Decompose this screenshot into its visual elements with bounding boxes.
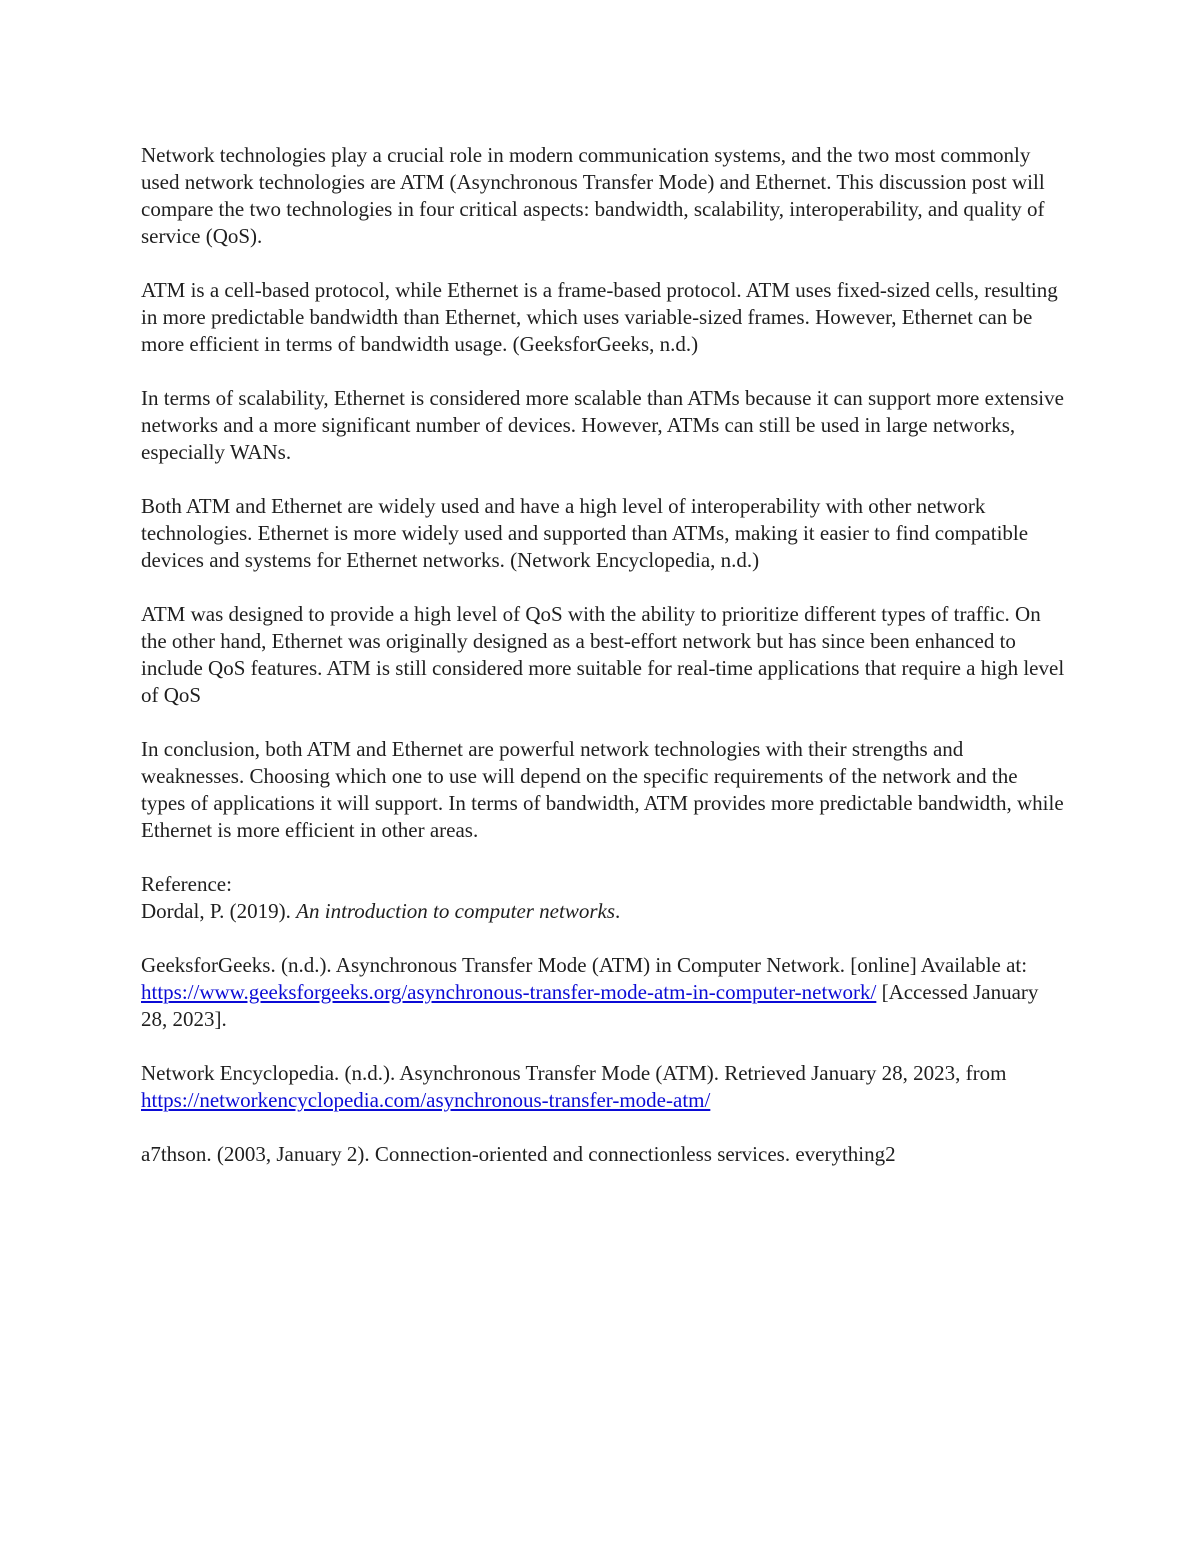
- reference-geeksforgeeks-accessed: [Accessed January 28, 2023].: [141, 980, 1039, 1031]
- reference-encyclopedia-text: Network Encyclopedia. (n.d.). Asynchronous Transfer Mode (ATM). Retrieved January 28, 2023, from: [141, 1061, 1007, 1085]
- paragraph-interoperability: Both ATM and Ethernet are widely used and have a high level of interoperability with other network technologies. Ethernet is more widely used and supported than ATMs, making it easier to find compatible devices and systems for Ethernet networks. (Network Encyclopedia, n.d.): [141, 494, 1029, 572]
- document-page: [141, 142, 1066, 1195]
- reference-dordal-suffix: .: [615, 899, 621, 923]
- paragraph-qos: ATM was designed to provide a high level of QoS with the ability to prioritize different types of traffic. On the other hand, Ethernet was originally designed as a best-effort network but has since been enhanced to include QoS features. ATM is still considered more suitable for real-time applications that require a high level of QoS: [141, 602, 1065, 707]
- references-section: [141, 871, 1066, 925]
- reference-geeksforgeeks: [141, 952, 1066, 1033]
- paragraph-scalability: In terms of scalability, Ethernet is considered more scalable than ATMs because it can support more extensive networks and a more significant number of devices. However, ATMs can still be used in large networks, especially WANs.: [141, 386, 1064, 464]
- reference-dordal-prefix: Dordal, P. (2019).: [141, 899, 297, 923]
- network-encyclopedia-link[interactable]: https://networkencyclopedia.com/asynchronous-transfer-mode-atm/: [141, 1088, 711, 1112]
- paragraph-conclusion: In conclusion, both ATM and Ethernet are powerful network technologies with their strengths and weaknesses. Choosing which one to use will depend on the specific requirements of the network and the types of applications it will support. In terms of bandwidth, ATM provides more predictable bandwidth, while Ethernet is more efficient in other areas.: [141, 737, 1064, 842]
- reference-dordal: [141, 898, 1066, 925]
- paragraph-bandwidth: ATM is a cell-based protocol, while Ethernet is a frame-based protocol. ATM uses fixed-sized cells, resulting in more predictable bandwidth than Ethernet, which uses variable-sized frames. However, Ethernet can be more efficient in terms of bandwidth usage. (GeeksforGeeks, n.d.): [141, 278, 1058, 356]
- geeksforgeeks-link[interactable]: https://www.geeksforgeeks.org/asynchronous-transfer-mode-atm-in-computer-network/: [141, 980, 877, 1004]
- reference-geeksforgeeks-text: GeeksforGeeks. (n.d.). Asynchronous Transfer Mode (ATM) in Computer Network. [online] Available at:: [141, 953, 1028, 977]
- reference-a7thson: [141, 1141, 1066, 1168]
- paragraph-intro: Network technologies play a crucial role in modern communication systems, and the two most commonly used network technologies are ATM (Asynchronous Transfer Mode) and Ethernet. This discussion post will compare the two technologies in four critical aspects: bandwidth, scalability, interoperability, and quality of service (QoS).: [141, 143, 1045, 248]
- reference-a7thson-text: a7thson. (2003, January 2). Connection-oriented and connectionless services. everything2: [141, 1142, 896, 1166]
- reference-dordal-title: An introduction to computer networks: [296, 899, 616, 923]
- references-heading: Reference:: [141, 872, 232, 896]
- reference-network-encyclopedia: [141, 1060, 1066, 1114]
